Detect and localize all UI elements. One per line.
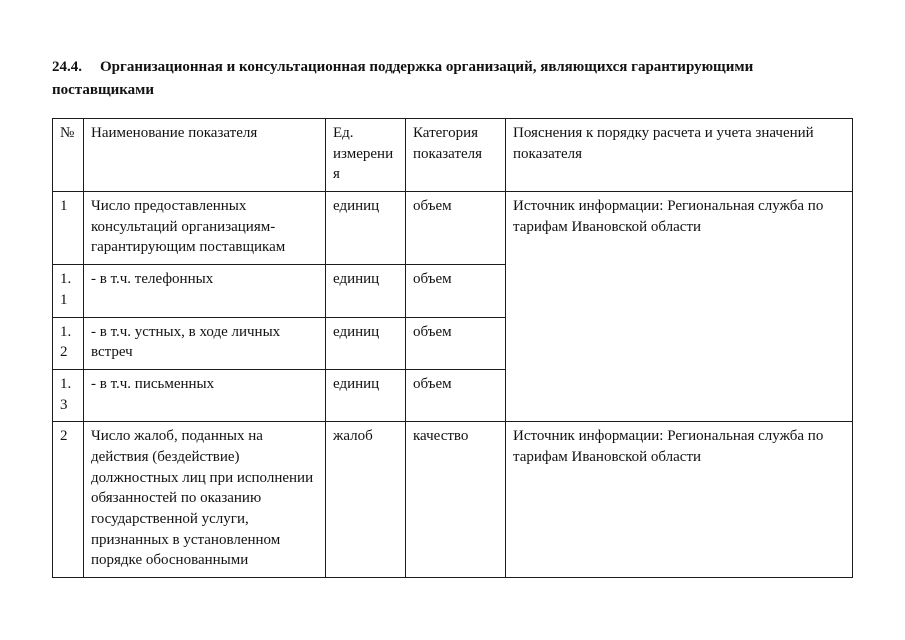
- cell-note: Источник информации: Региональная служба по тарифам Ивановской области: [506, 422, 853, 578]
- section-title-text: Организационная и консультационная поддержка организаций, являющихся гарантирующими поставщиками: [52, 59, 754, 98]
- indicators-table: [52, 118, 853, 578]
- cell-indicator-name: - в т.ч. устных, в ходе личных встреч: [84, 317, 326, 369]
- cell-indicator-name: Число жалоб, поданных на действия (бездействие) должностных лиц при исполнении обязанностей по оказанию государственной услуги, признанных в установленном порядке обоснованными: [84, 422, 326, 578]
- cell-unit: жалоб: [326, 422, 406, 578]
- header-unit: Ед. измерения: [326, 119, 406, 192]
- cell-indicator-name: Число предоставленных консультаций организациям-гарантирующим поставщикам: [84, 192, 326, 265]
- cell-indicator-name: - в т.ч. телефонных: [84, 265, 326, 317]
- section-title: [52, 56, 842, 101]
- cell-unit: единиц: [326, 369, 406, 421]
- cell-category: объем: [406, 265, 506, 317]
- table-row: [53, 192, 853, 265]
- cell-category: объем: [406, 369, 506, 421]
- cell-number: 1.1: [53, 265, 84, 317]
- cell-number: 2: [53, 422, 84, 578]
- header-number: №: [53, 119, 84, 192]
- cell-category: объем: [406, 317, 506, 369]
- cell-number: 1: [53, 192, 84, 265]
- cell-number: 1.3: [53, 369, 84, 421]
- cell-category: объем: [406, 192, 506, 265]
- cell-number: 1.2: [53, 317, 84, 369]
- table-row: [53, 422, 853, 578]
- cell-note: Источник информации: Региональная служба по тарифам Ивановской области: [506, 192, 853, 422]
- header-note: Пояснения к порядку расчета и учета значений показателя: [506, 119, 853, 192]
- header-indicator-name: Наименование показателя: [84, 119, 326, 192]
- header-category: Категория показателя: [406, 119, 506, 192]
- cell-category: качество: [406, 422, 506, 578]
- cell-unit: единиц: [326, 317, 406, 369]
- cell-indicator-name: - в т.ч. письменных: [84, 369, 326, 421]
- cell-unit: единиц: [326, 265, 406, 317]
- table-header-row: [53, 119, 853, 192]
- section-number: 24.4.: [52, 59, 82, 75]
- cell-unit: единиц: [326, 192, 406, 265]
